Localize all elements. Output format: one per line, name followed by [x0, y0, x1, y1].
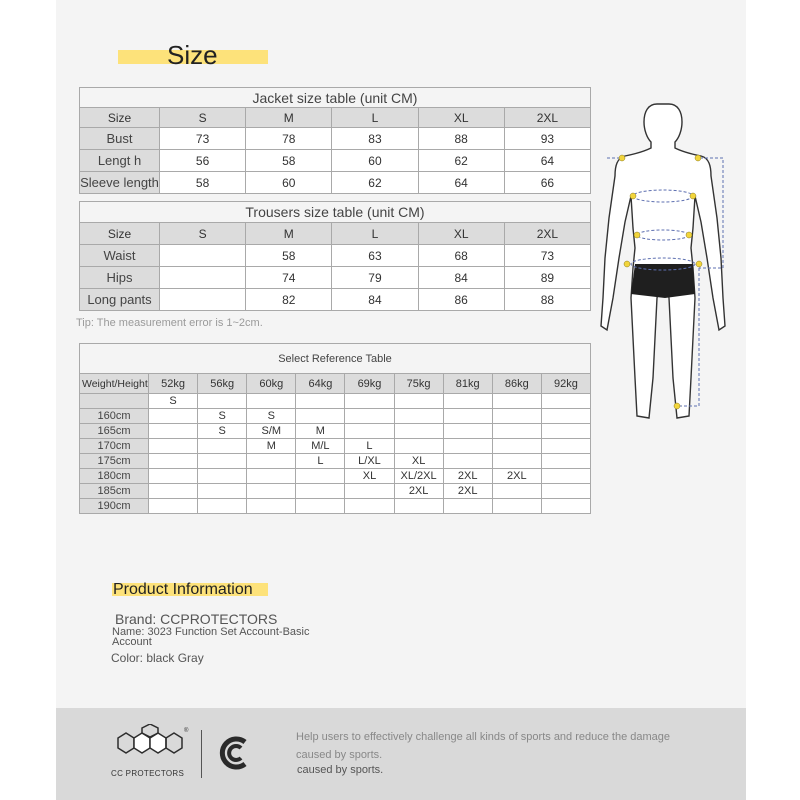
body-silhouette: [601, 104, 725, 418]
body-figure-illustration: [595, 98, 735, 428]
trousers-cell: [160, 245, 246, 267]
reference-header-weight: 60kg: [247, 374, 296, 394]
reference-cell: [247, 394, 296, 409]
reference-cell: [296, 409, 345, 424]
reference-cell: [541, 439, 590, 454]
reference-cell: S: [198, 424, 247, 439]
reference-cell: [492, 484, 541, 499]
reference-cell: [345, 394, 394, 409]
trousers-row-label-long-pants: Long pants: [80, 289, 160, 311]
jacket-cell: 62: [332, 172, 418, 194]
product-info-title: Product Information: [113, 581, 253, 598]
reference-cell: [394, 409, 443, 424]
reference-row-label: [80, 394, 149, 409]
trousers-cell: 86: [418, 289, 504, 311]
reference-cell: [198, 469, 247, 484]
reference-cell: [492, 499, 541, 514]
trousers-cell: 74: [246, 267, 332, 289]
trousers-cell: 79: [332, 267, 418, 289]
reference-cell: [492, 394, 541, 409]
reference-cell: [198, 439, 247, 454]
reference-cell: [247, 499, 296, 514]
reference-cell: 2XL: [394, 484, 443, 499]
reference-cell: [296, 469, 345, 484]
trousers-cell: 88: [504, 289, 590, 311]
measurement-tip: Tip: The measurement error is 1~2cm.: [76, 317, 263, 329]
reference-cell: M/L: [296, 439, 345, 454]
reference-table-caption: Select Reference Table: [80, 344, 591, 374]
reference-cell: [492, 439, 541, 454]
reference-cell: [394, 439, 443, 454]
cc-protectors-hex-logo: [108, 724, 192, 766]
reference-cell: [541, 469, 590, 484]
reference-row-label-height: 170cm: [80, 439, 149, 454]
footer-tagline-repeat: caused by sports.: [297, 764, 384, 776]
reference-cell: [345, 499, 394, 514]
reference-cell: [149, 439, 198, 454]
reference-cell: [541, 394, 590, 409]
reference-cell: [198, 454, 247, 469]
reference-cell: L: [296, 454, 345, 469]
reference-cell: [296, 499, 345, 514]
trousers-header-s: S: [160, 223, 246, 245]
reference-header-weight: 75kg: [394, 374, 443, 394]
reference-cell: [541, 409, 590, 424]
reference-cell: [443, 499, 492, 514]
jacket-header-2xl: 2XL: [504, 108, 590, 128]
reference-cell: [149, 409, 198, 424]
reference-row-label-height: 185cm: [80, 484, 149, 499]
reference-header-weight: 86kg: [492, 374, 541, 394]
reference-cell: [345, 409, 394, 424]
jacket-header-xl: XL: [418, 108, 504, 128]
reference-cell: [492, 454, 541, 469]
jacket-cell: 64: [504, 150, 590, 172]
trousers-cell: 63: [332, 245, 418, 267]
product-brand: Brand: CCPROTECTORS: [115, 611, 278, 627]
reference-cell: [149, 454, 198, 469]
reference-header-weight-height: Weight/Height: [80, 374, 149, 394]
reference-cell: S: [198, 409, 247, 424]
reference-cell: [198, 484, 247, 499]
jacket-cell: 73: [160, 128, 246, 150]
footer-divider: [201, 730, 202, 778]
reference-cell: L: [345, 439, 394, 454]
reference-cell: [149, 484, 198, 499]
reference-cell: [443, 409, 492, 424]
reference-cell: S: [149, 394, 198, 409]
reference-cell: [492, 409, 541, 424]
reference-row-label-height: 165cm: [80, 424, 149, 439]
trousers-cell: 58: [246, 245, 332, 267]
product-color: Color: black Gray: [111, 651, 204, 665]
jacket-table-caption: Jacket size table (unit CM): [80, 88, 591, 108]
reference-cell: [149, 469, 198, 484]
jacket-cell: 83: [332, 128, 418, 150]
shorts-shape: [631, 264, 695, 298]
trousers-cell: 89: [504, 267, 590, 289]
jacket-row-label-sleeve-length: Sleeve length: [80, 172, 160, 194]
reference-cell: [296, 484, 345, 499]
trousers-header-m: M: [246, 223, 332, 245]
trousers-cell: [160, 267, 246, 289]
jacket-size-table: [79, 87, 591, 194]
reference-cell: M: [247, 439, 296, 454]
reference-cell: [541, 454, 590, 469]
jacket-cell: 93: [504, 128, 590, 150]
jacket-cell: 66: [504, 172, 590, 194]
reference-row-label-height: 175cm: [80, 454, 149, 469]
jacket-cell: 64: [418, 172, 504, 194]
reference-cell: [149, 424, 198, 439]
reference-cell: [247, 454, 296, 469]
reference-cell: [394, 499, 443, 514]
jacket-header-size: Size: [80, 108, 160, 128]
reference-header-weight: 69kg: [345, 374, 394, 394]
reference-cell: [247, 484, 296, 499]
product-name: Name: 3023 Function Set Account-Basic Account: [112, 626, 310, 648]
reference-cell: [541, 484, 590, 499]
jacket-cell: 62: [418, 150, 504, 172]
reference-cell: [149, 499, 198, 514]
cc-protectors-wordmark: CC PROTECTORS: [111, 769, 185, 778]
reference-header-weight: 81kg: [443, 374, 492, 394]
trousers-header-xl: XL: [418, 223, 504, 245]
trousers-header-l: L: [332, 223, 418, 245]
reference-cell: M: [296, 424, 345, 439]
cc-monogram-logo: [215, 734, 253, 772]
reference-cell: S/M: [247, 424, 296, 439]
jacket-row-label-length: Lengt h: [80, 150, 160, 172]
reference-cell: [198, 499, 247, 514]
footer-tagline: Help users to effectively challenge all kinds of sports and reduce the damage: [296, 731, 671, 743]
page-title: Size: [167, 40, 218, 70]
jacket-cell: 78: [246, 128, 332, 150]
reference-row-label-height: 160cm: [80, 409, 149, 424]
reference-row-label-height: 190cm: [80, 499, 149, 514]
jacket-cell: 56: [160, 150, 246, 172]
reference-cell: [394, 394, 443, 409]
reference-cell: XL: [394, 454, 443, 469]
trousers-cell: [160, 289, 246, 311]
trousers-row-label-waist: Waist: [80, 245, 160, 267]
reference-header-weight: 92kg: [541, 374, 590, 394]
reference-cell: [345, 484, 394, 499]
jacket-header-s: S: [160, 108, 246, 128]
trousers-cell: 68: [418, 245, 504, 267]
trousers-row-label-hips: Hips: [80, 267, 160, 289]
trousers-cell: 84: [332, 289, 418, 311]
jacket-cell: 88: [418, 128, 504, 150]
reference-cell: [198, 394, 247, 409]
svg-text:®: ®: [184, 728, 189, 734]
reference-cell: [443, 454, 492, 469]
trousers-cell: 82: [246, 289, 332, 311]
reference-cell: [443, 439, 492, 454]
reference-table: [79, 343, 591, 514]
reference-cell: [247, 469, 296, 484]
reference-cell: [492, 424, 541, 439]
reference-cell: [394, 424, 443, 439]
jacket-cell: 58: [160, 172, 246, 194]
jacket-row-label-bust: Bust: [80, 128, 160, 150]
trousers-size-table: [79, 201, 591, 311]
reference-cell: [296, 394, 345, 409]
reference-cell: [541, 499, 590, 514]
reference-cell: XL/2XL: [394, 469, 443, 484]
jacket-header-m: M: [246, 108, 332, 128]
reference-cell: 2XL: [443, 469, 492, 484]
jacket-cell: 58: [246, 150, 332, 172]
reference-cell: XL: [345, 469, 394, 484]
reference-header-weight: 56kg: [198, 374, 247, 394]
reference-cell: [443, 424, 492, 439]
jacket-cell: 60: [332, 150, 418, 172]
reference-cell: [345, 424, 394, 439]
reference-cell: [541, 424, 590, 439]
trousers-cell: 84: [418, 267, 504, 289]
trousers-header-size: Size: [80, 223, 160, 245]
reference-cell: L/XL: [345, 454, 394, 469]
reference-header-weight: 64kg: [296, 374, 345, 394]
trousers-header-2xl: 2XL: [504, 223, 590, 245]
reference-cell: 2XL: [492, 469, 541, 484]
footer-tagline-continued: caused by sports.: [296, 749, 383, 761]
reference-header-weight: 52kg: [149, 374, 198, 394]
trousers-cell: 73: [504, 245, 590, 267]
reference-row-label-height: 180cm: [80, 469, 149, 484]
jacket-cell: 60: [246, 172, 332, 194]
jacket-header-l: L: [332, 108, 418, 128]
reference-cell: S: [247, 409, 296, 424]
reference-cell: 2XL: [443, 484, 492, 499]
reference-cell: [443, 394, 492, 409]
trousers-table-caption: Trousers size table (unit CM): [80, 202, 591, 223]
